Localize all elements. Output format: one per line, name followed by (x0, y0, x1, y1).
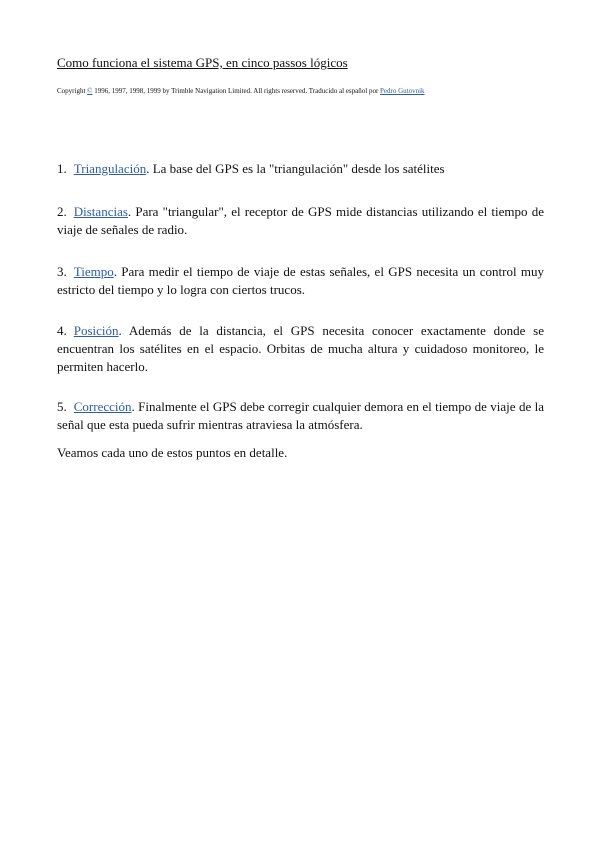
closing-paragraph: Veamos cada uno de estos puntos en detalle. (57, 445, 288, 460)
copyright-line (57, 87, 425, 95)
link-triangulacion[interactable]: Triangulación (73, 161, 147, 176)
link-distancias[interactable]: Distancias (73, 204, 128, 219)
link-correccion[interactable]: Corrección (73, 399, 132, 414)
list-item-triangulacion (57, 160, 544, 178)
link-posicion[interactable]: Posición (73, 323, 119, 338)
list-item-posicion (57, 322, 544, 376)
item-text: . La base del GPS es la "triangulación" desde los satélites (146, 161, 445, 176)
item-number: 3. (57, 264, 67, 279)
link-tiempo[interactable]: Tiempo (73, 264, 114, 279)
document-title: Como funciona el sistema GPS, en cinco passos lógicos (57, 55, 348, 70)
item-number: 5. (57, 399, 67, 414)
copyright-text: 1996, 1997, 1998, 1999 by Trimble Navigation Limited. All rights reserved. Traducido al español por (92, 87, 381, 95)
item-number: 1. (57, 161, 67, 176)
translator-link[interactable]: Pedro Gutovnik (380, 87, 425, 95)
item-text: . Finalmente el GPS debe corregir cualquier demora en el tiempo de viaje de la señal que esta pueda sufrir mientras atraviesa la atmósfera. (57, 399, 544, 432)
copyright-prefix: Copyright (57, 87, 88, 95)
list-item-correccion (57, 398, 544, 434)
item-text: . Además de la distancia, el GPS necesita conocer exactamente donde se encuentran los satélites en el espacio. Orbitas de mucha altura y cuidadoso monitoreo, le permiten hacerlo. (57, 323, 544, 374)
list-item-distancias (57, 203, 544, 239)
item-number: 4. (57, 323, 67, 338)
list-item-tiempo (57, 263, 544, 299)
item-text: . Para "triangular", el receptor de GPS mide distancias utilizando el tiempo de viaje de señales de radio. (57, 204, 544, 237)
copyright-symbol-link[interactable]: © (87, 87, 93, 95)
item-number: 2. (57, 204, 67, 219)
item-text: . Para medir el tiempo de viaje de estas señales, el GPS necesita un control muy estricto del tiempo y lo logra con ciertos trucos. (57, 264, 544, 297)
